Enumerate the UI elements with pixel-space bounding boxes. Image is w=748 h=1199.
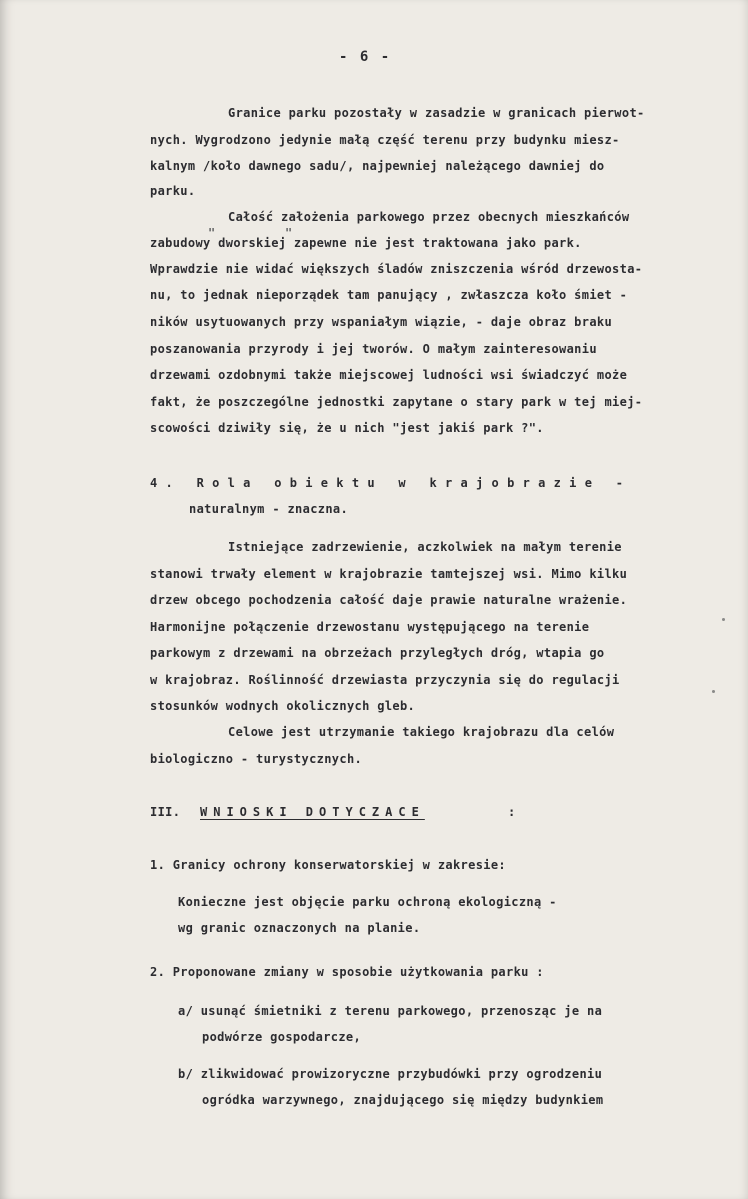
list-item-title: 2. Proponowane zmiany w sposobie użytkowania parku :: [150, 965, 544, 979]
section-heading: WNIOSKI DOTYCZACE: [200, 805, 425, 819]
text-line: kalnym /koło dawnego sadu/, najpewniej należącego dawniej do: [150, 159, 605, 173]
sub-item-a: a/ usunąć śmietniki z terenu parkowego, przenosząc je na: [178, 1004, 603, 1018]
text-line: wg granic oznaczonych na planie.: [178, 921, 421, 935]
text-line: nu, to jednak nieporządek tam panujący , zwłaszcza koło śmiet -: [150, 288, 628, 302]
text-line: Istniejące zadrzewienie, aczkolwiek na małym terenie: [228, 540, 622, 554]
text-line: Harmonijne połączenie drzewostanu występującego na terenie: [150, 620, 590, 634]
text-line: Konieczne jest objęcie parku ochroną ekologiczną -: [178, 895, 557, 909]
text-line: drzewami ozdobnymi także miejscowej ludności wsi świadczyć może: [150, 368, 628, 382]
text-line: zabudowy dworskiej zapewne nie jest traktowana jako park.: [150, 236, 582, 250]
text-line: ników usytuowanych przy wspaniałym wiązie, - daje obraz braku: [150, 315, 613, 329]
text-line: stanowi trwały element w krajobrazie tamtejszej wsi. Mimo kilku: [150, 567, 628, 581]
section-colon: :: [508, 805, 516, 819]
text-line: nych. Wygrodzono jedynie małą część terenu przy budynku miesz-: [150, 133, 620, 147]
text-line: stosunków wodnych okolicznych gleb.: [150, 699, 416, 713]
section-subheading: naturalnym - znaczna.: [189, 502, 349, 516]
paper-speck: [712, 690, 715, 693]
text-line: w krajobraz. Roślinność drzewiasta przyczynia się do regulacji: [150, 673, 620, 687]
page-number: - 6 -: [339, 49, 392, 65]
section-heading: 4. Rola obiektu w krajobrazie -: [150, 476, 632, 490]
paper-speck: [722, 618, 725, 621]
quote-mark: ": [285, 226, 293, 240]
text-line: scowości dziwiły się, że u nich "jest jakiś park ?".: [150, 421, 544, 435]
text-line: poszanowania przyrody i jej tworów. O małym zainteresowaniu: [150, 342, 597, 356]
section-numeral: III.: [150, 805, 181, 819]
text-line: Granice parku pozostały w zasadzie w granicach pierwot-: [228, 106, 645, 120]
list-item-title: 1. Granicy ochrony konserwatorskiej w zakresie:: [150, 858, 507, 872]
sub-item-b: b/ zlikwidować prowizoryczne przybudówki przy ogrodzeniu: [178, 1067, 603, 1081]
text-line: fakt, że poszczególne jednostki zapytane o stary park w tej miej-: [150, 395, 643, 409]
text-line: parkowym z drzewami na obrzeżach przyległych dróg, wtapia go: [150, 646, 605, 660]
text-line: biologiczno - turystycznych.: [150, 752, 363, 766]
text-line: Celowe jest utrzymanie takiego krajobrazu dla celów: [228, 725, 615, 739]
text-line: Całość założenia parkowego przez obecnych mieszkańców: [228, 210, 630, 224]
text-line: podwórze gospodarcze,: [202, 1030, 362, 1044]
text-line: Wprawdzie nie widać większych śladów zniszczenia wśród drzewosta-: [150, 262, 643, 276]
text-line: parku.: [150, 184, 196, 198]
quote-mark: ": [208, 226, 216, 240]
text-line: drzew obcego pochodzenia całość daje prawie naturalne wrażenie.: [150, 593, 628, 607]
text-line: ogródka warzywnego, znajdującego się między budynkiem: [202, 1093, 604, 1107]
